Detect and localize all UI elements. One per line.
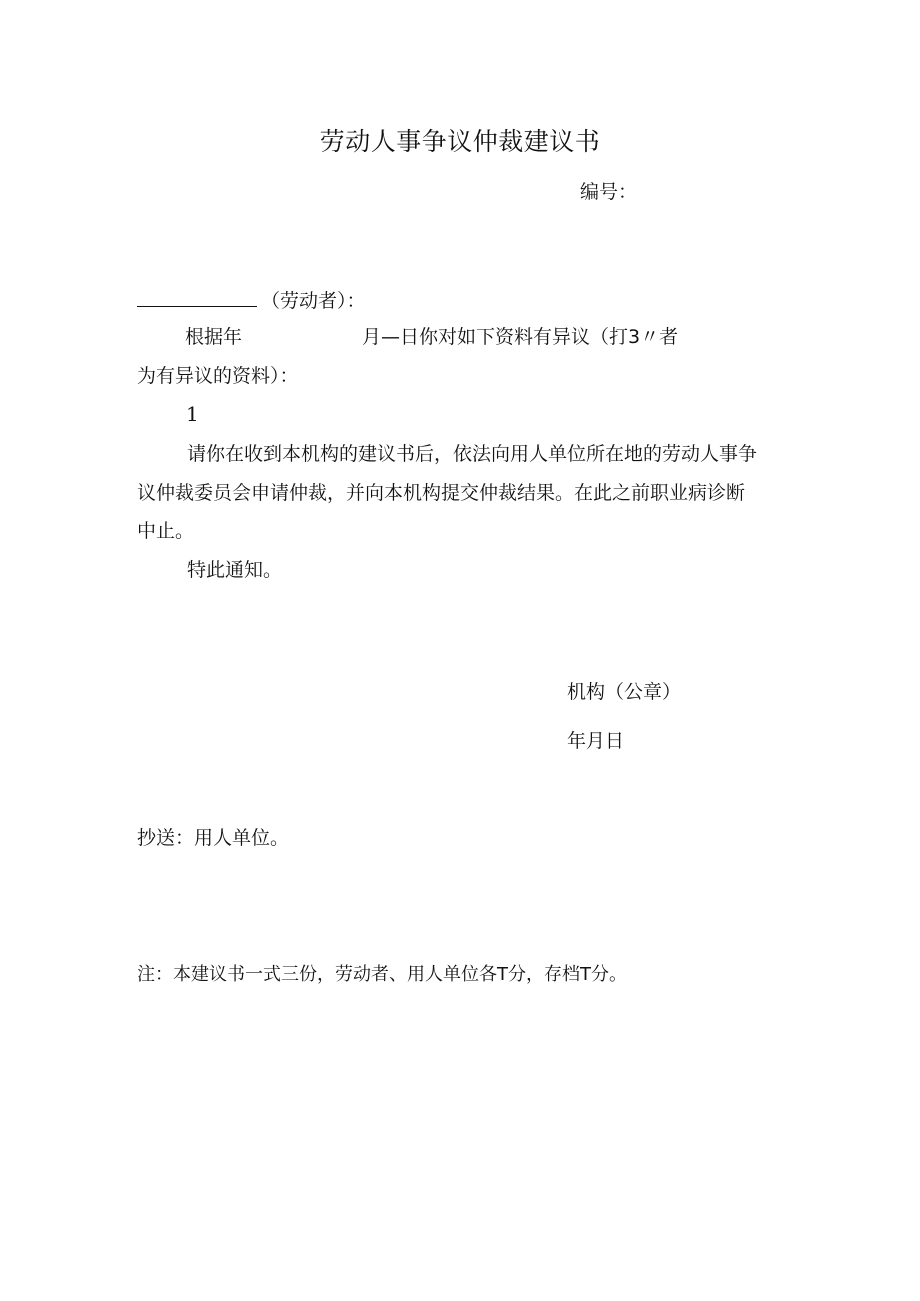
paragraph1-part1: 根据年 [185,326,243,348]
paragraph2-line1: 请你在收到本机构的建议书后，依法向用人单位所在地的劳动人事争 [187,443,758,465]
paragraph2-line3: 中止。 [137,520,195,542]
footnote: 注：本建议书一式三份，劳动者、用人单位各T分，存档T分。 [137,964,627,985]
addressee-blank [137,286,257,307]
addressee-suffix: （劳动者）： [261,290,366,312]
list-item-number: 1 [186,402,199,426]
cc-line: 抄送：用人单位。 [137,827,290,849]
date-line: 年月日 [567,730,625,752]
paragraph1-part2: 月—日你对如下资料有异议（打3〃者 [362,326,679,348]
paragraph1-part3: 为有异议的资料）： [137,365,299,387]
paragraph2-line2: 议仲裁委员会申请仲裁，并向本机构提交仲裁结果。在此之前职业病诊断 [137,482,746,504]
document-title: 劳动人事争议仲裁建议书 [319,127,601,156]
organization-seal: 机构（公章） [567,681,682,703]
addressee-line [137,286,366,313]
notice-text: 特此通知。 [187,559,283,581]
serial-number-label: 编号： [580,181,638,203]
